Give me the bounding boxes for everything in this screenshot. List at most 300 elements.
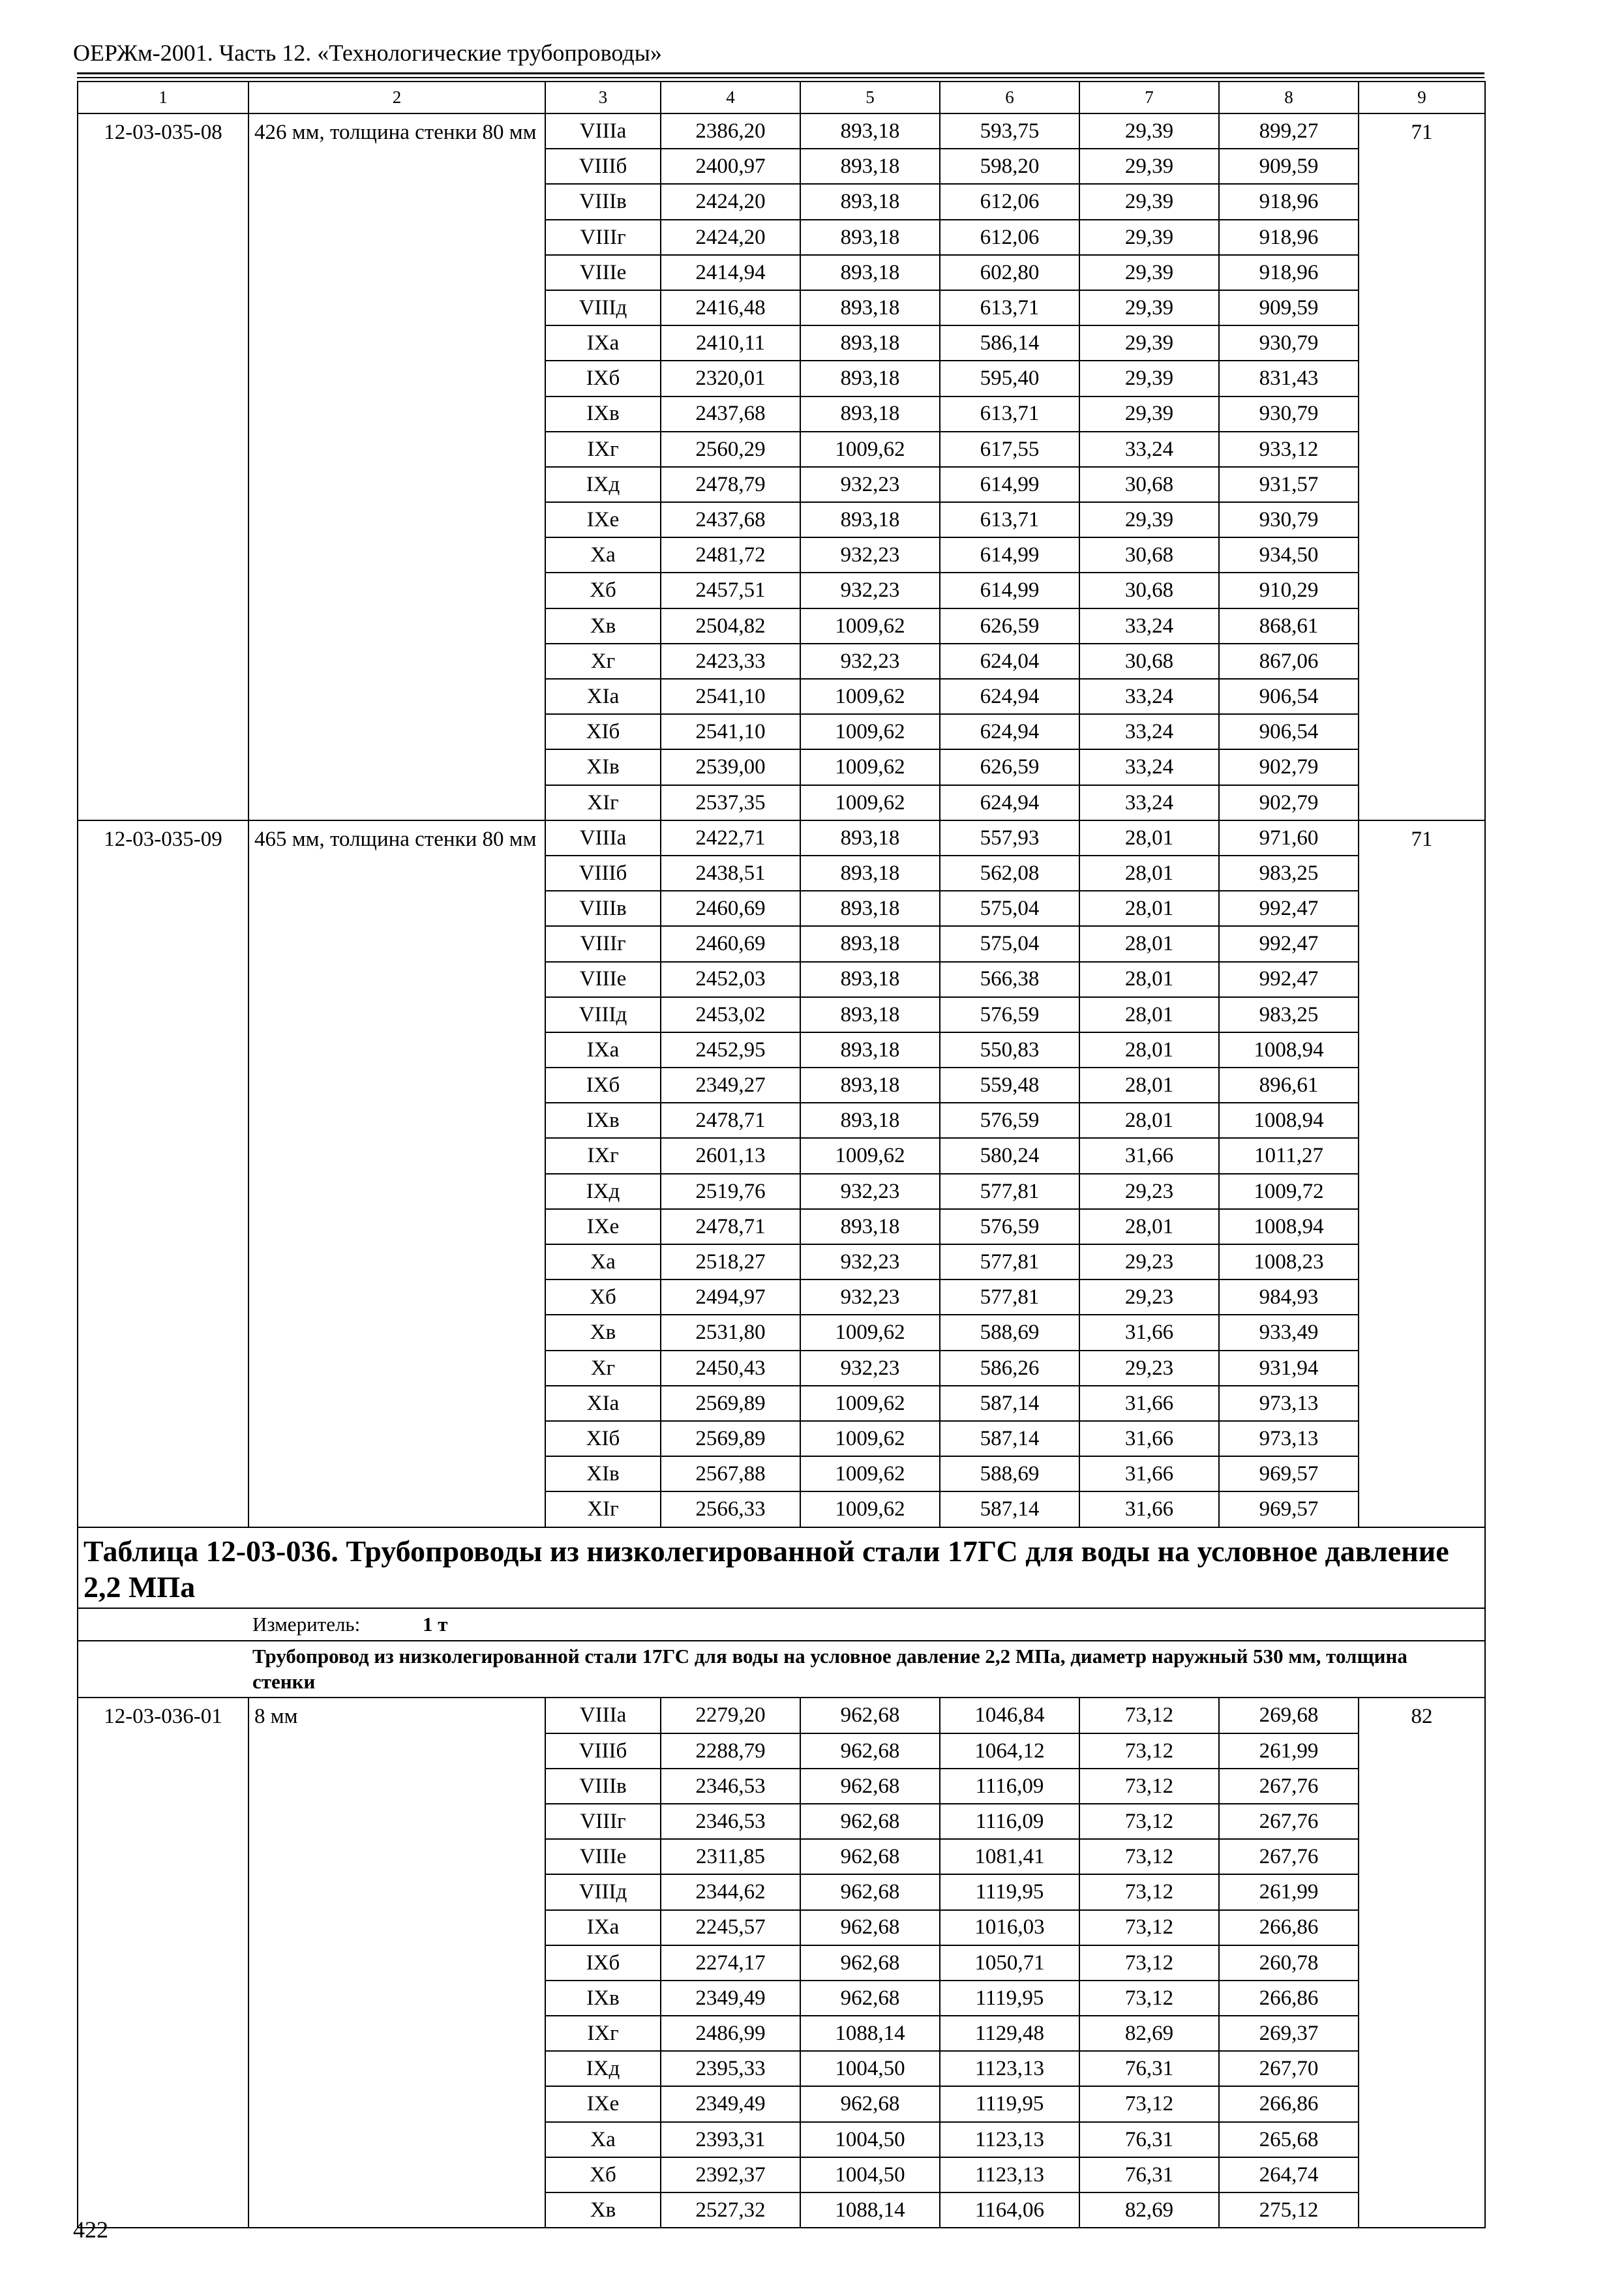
wages-cell: 893,18: [800, 820, 940, 856]
zone-cell: IXг: [545, 2016, 661, 2051]
machines-cell: 614,99: [940, 537, 1079, 573]
machines-cell: 586,14: [940, 325, 1079, 361]
machinist-wages-cell: 29,39: [1079, 255, 1219, 290]
zone-cell: XIв: [545, 1456, 661, 1491]
wages-cell: 893,18: [800, 1209, 940, 1244]
machinist-wages-cell: 73,12: [1079, 1804, 1219, 1839]
total-cost-cell: 2566,33: [661, 1491, 800, 1527]
machinist-wages-cell: 29,23: [1079, 1279, 1219, 1315]
wages-cell: 1009,62: [800, 1491, 940, 1527]
wages-cell: 1009,62: [800, 1456, 940, 1491]
wages-cell: 1009,62: [800, 714, 940, 749]
machines-cell: 602,80: [940, 255, 1079, 290]
wages-cell: 932,23: [800, 1244, 940, 1279]
machines-cell: 559,48: [940, 1068, 1079, 1103]
wages-cell: 893,18: [800, 1103, 940, 1138]
machines-cell: 593,75: [940, 113, 1079, 149]
materials-cell: 266,86: [1219, 1910, 1359, 1945]
zone-cell: VIIIг: [545, 926, 661, 961]
wages-cell: 962,68: [800, 1769, 940, 1804]
machines-cell: 624,94: [940, 785, 1079, 820]
materials-cell: 1008,94: [1219, 1032, 1359, 1068]
machines-cell: 1064,12: [940, 1733, 1079, 1769]
machinist-wages-cell: 33,24: [1079, 432, 1219, 467]
column-number: 6: [940, 82, 1079, 113]
zone-cell: VIIIе: [545, 1839, 661, 1874]
materials-cell: 265,68: [1219, 2122, 1359, 2157]
materials-cell: 275,12: [1219, 2192, 1359, 2228]
machines-cell: 614,99: [940, 573, 1079, 608]
wages-cell: 1004,50: [800, 2051, 940, 2086]
machinist-wages-cell: 29,39: [1079, 184, 1219, 219]
zone-cell: VIIIа: [545, 1698, 661, 1733]
wages-cell: 893,18: [800, 997, 940, 1032]
materials-cell: 909,59: [1219, 149, 1359, 184]
machines-cell: 617,55: [940, 432, 1079, 467]
column-number: 9: [1359, 82, 1485, 113]
materials-cell: 992,47: [1219, 926, 1359, 961]
zone-cell: XIв: [545, 749, 661, 785]
materials-cell: 264,74: [1219, 2157, 1359, 2192]
wages-cell: 932,23: [800, 1279, 940, 1315]
total-cost-cell: 2410,11: [661, 325, 800, 361]
rates-table: [77, 81, 1486, 2228]
rate-code: 12-03-035-09: [78, 820, 248, 1527]
total-cost-cell: 2453,02: [661, 997, 800, 1032]
machinist-wages-cell: 29,23: [1079, 1244, 1219, 1279]
materials-cell: 260,78: [1219, 1945, 1359, 1981]
total-cost-cell: 2519,76: [661, 1174, 800, 1209]
wages-cell: 932,23: [800, 537, 940, 573]
zone-cell: VIIIа: [545, 820, 661, 856]
zone-cell: IXд: [545, 467, 661, 502]
wages-cell: 893,18: [800, 325, 940, 361]
machinist-wages-cell: 29,39: [1079, 325, 1219, 361]
column-number: 7: [1079, 82, 1219, 113]
zone-cell: VIIIг: [545, 1804, 661, 1839]
machines-cell: 613,71: [940, 290, 1079, 325]
wages-cell: 962,68: [800, 2086, 940, 2121]
materials-cell: 984,93: [1219, 1279, 1359, 1315]
machines-cell: 612,06: [940, 220, 1079, 255]
total-cost-cell: 2460,69: [661, 926, 800, 961]
total-cost-cell: 2349,49: [661, 1981, 800, 2016]
wages-cell: 962,68: [800, 1804, 940, 1839]
wages-cell: 893,18: [800, 149, 940, 184]
total-cost-cell: 2460,69: [661, 891, 800, 926]
machines-cell: 576,59: [940, 997, 1079, 1032]
machinist-wages-cell: 73,12: [1079, 1945, 1219, 1981]
wages-cell: 932,23: [800, 573, 940, 608]
wages-cell: 893,18: [800, 962, 940, 997]
materials-cell: 918,96: [1219, 184, 1359, 219]
zone-cell: IXг: [545, 1138, 661, 1173]
machinist-wages-cell: 76,31: [1079, 2157, 1219, 2192]
materials-cell: 909,59: [1219, 290, 1359, 325]
zone-cell: IXе: [545, 502, 661, 537]
materials-cell: 983,25: [1219, 856, 1359, 891]
zone-cell: VIIIд: [545, 290, 661, 325]
rate-description: 8 мм: [248, 1698, 545, 2228]
total-cost-cell: 2569,89: [661, 1421, 800, 1456]
wages-cell: 962,68: [800, 1945, 940, 1981]
machines-cell: 576,59: [940, 1209, 1079, 1244]
zone-cell: Xг: [545, 1351, 661, 1386]
machines-cell: 1081,41: [940, 1839, 1079, 1874]
wages-cell: 1009,62: [800, 432, 940, 467]
total-cost-cell: 2437,68: [661, 502, 800, 537]
wages-cell: 1009,62: [800, 679, 940, 714]
machines-cell: 1123,13: [940, 2157, 1079, 2192]
unit-row: [78, 1608, 1485, 1641]
zone-cell: IXа: [545, 1032, 661, 1068]
wages-cell: 893,18: [800, 113, 940, 149]
machinist-wages-cell: 29,39: [1079, 149, 1219, 184]
wages-cell: 893,18: [800, 926, 940, 961]
zone-cell: Xб: [545, 1279, 661, 1315]
materials-cell: 983,25: [1219, 997, 1359, 1032]
total-cost-cell: 2541,10: [661, 679, 800, 714]
rate-code: 12-03-036-01: [78, 1698, 248, 2228]
machines-cell: 595,40: [940, 361, 1079, 396]
materials-cell: 267,76: [1219, 1839, 1359, 1874]
total-cost-cell: 2393,31: [661, 2122, 800, 2157]
machinist-wages-cell: 73,12: [1079, 1698, 1219, 1733]
table-section-header: [78, 1527, 1485, 1698]
total-cost-cell: 2539,00: [661, 749, 800, 785]
wages-cell: 962,68: [800, 1874, 940, 1909]
materials-cell: 918,96: [1219, 220, 1359, 255]
column-number-row: [78, 82, 1485, 113]
total-cost-cell: 2245,57: [661, 1910, 800, 1945]
zone-cell: IXе: [545, 1209, 661, 1244]
total-cost-cell: 2438,51: [661, 856, 800, 891]
materials-cell: 1008,94: [1219, 1209, 1359, 1244]
machinist-wages-cell: 30,68: [1079, 467, 1219, 502]
materials-cell: 261,99: [1219, 1733, 1359, 1769]
machines-cell: 613,71: [940, 396, 1079, 432]
machinist-wages-cell: 29,39: [1079, 502, 1219, 537]
column-number: 4: [661, 82, 800, 113]
machinist-wages-cell: 29,39: [1079, 220, 1219, 255]
materials-cell: 269,37: [1219, 2016, 1359, 2051]
zone-cell: IXв: [545, 1981, 661, 2016]
materials-cell: 266,86: [1219, 2086, 1359, 2121]
total-cost-cell: 2560,29: [661, 432, 800, 467]
column-number: 2: [248, 82, 545, 113]
unit-label: Измеритель:: [252, 1612, 361, 1636]
zone-cell: Xа: [545, 537, 661, 573]
total-cost-cell: 2452,95: [661, 1032, 800, 1068]
materials-cell: 1011,27: [1219, 1138, 1359, 1173]
wages-cell: 893,18: [800, 361, 940, 396]
total-cost-cell: 2478,71: [661, 1209, 800, 1244]
machines-cell: 1129,48: [940, 2016, 1079, 2051]
wages-cell: 1088,14: [800, 2016, 940, 2051]
zone-cell: XIб: [545, 1421, 661, 1456]
wages-cell: 932,23: [800, 1351, 940, 1386]
wages-cell: 1009,62: [800, 749, 940, 785]
zone-cell: VIIIд: [545, 997, 661, 1032]
zone-cell: XIа: [545, 1386, 661, 1421]
machines-cell: 626,59: [940, 608, 1079, 644]
page-number: 422: [73, 2217, 108, 2243]
machines-cell: 586,26: [940, 1351, 1079, 1386]
column-number: 5: [800, 82, 940, 113]
wages-cell: 893,18: [800, 502, 940, 537]
total-cost-cell: 2400,97: [661, 149, 800, 184]
machinist-wages-cell: 31,66: [1079, 1421, 1219, 1456]
table-body-continued: [78, 82, 1485, 1527]
machinist-wages-cell: 33,24: [1079, 785, 1219, 820]
wages-cell: 1009,62: [800, 608, 940, 644]
wages-cell: 893,18: [800, 891, 940, 926]
machines-cell: 1119,95: [940, 1874, 1079, 1909]
machines-cell: 587,14: [940, 1491, 1079, 1527]
wages-cell: 893,18: [800, 220, 940, 255]
materials-cell: 267,70: [1219, 2051, 1359, 2086]
wages-cell: 893,18: [800, 396, 940, 432]
machinist-wages-cell: 82,69: [1079, 2192, 1219, 2228]
machinist-wages-cell: 28,01: [1079, 891, 1219, 926]
machines-cell: 624,04: [940, 644, 1079, 679]
total-cost-cell: 2416,48: [661, 290, 800, 325]
page-header: ОЕРЖм-2001. Часть 12. «Технологические трубопроводы»: [73, 40, 662, 66]
section-subtitle: Трубопровод из низколегированной стали 17ГС для воды на условное давление 2,2 МПа, диаметр наружный 530 мм, толщина стенки: [78, 1641, 1485, 1698]
total-cost-cell: 2527,32: [661, 2192, 800, 2228]
materials-cell: 1008,94: [1219, 1103, 1359, 1138]
materials-cell: 266,86: [1219, 1981, 1359, 2016]
machinist-wages-cell: 33,24: [1079, 679, 1219, 714]
total-cost-cell: 2518,27: [661, 1244, 800, 1279]
wages-cell: 932,23: [800, 467, 940, 502]
machinist-wages-cell: 28,01: [1079, 997, 1219, 1032]
machinist-wages-cell: 31,66: [1079, 1456, 1219, 1491]
wages-cell: 1004,50: [800, 2122, 940, 2157]
machinist-wages-cell: 28,01: [1079, 1209, 1219, 1244]
total-cost-cell: 2346,53: [661, 1804, 800, 1839]
wages-cell: 1009,62: [800, 785, 940, 820]
labor-cost: 71: [1359, 820, 1485, 1527]
materials-cell: 868,61: [1219, 608, 1359, 644]
column-number: 8: [1219, 82, 1359, 113]
total-cost-cell: 2601,13: [661, 1138, 800, 1173]
header-rule: [77, 77, 1484, 78]
materials-cell: 930,79: [1219, 502, 1359, 537]
zone-cell: IXа: [545, 1910, 661, 1945]
zone-cell: IXб: [545, 1945, 661, 1981]
total-cost-cell: 2504,82: [661, 608, 800, 644]
total-cost-cell: 2424,20: [661, 184, 800, 219]
machinist-wages-cell: 73,12: [1079, 1874, 1219, 1909]
machines-cell: 577,81: [940, 1244, 1079, 1279]
machinist-wages-cell: 76,31: [1079, 2122, 1219, 2157]
zone-cell: IXе: [545, 2086, 661, 2121]
machines-cell: 588,69: [940, 1456, 1079, 1491]
materials-cell: 931,57: [1219, 467, 1359, 502]
zone-cell: IXв: [545, 1103, 661, 1138]
total-cost-cell: 2531,80: [661, 1315, 800, 1350]
zone-cell: VIIIб: [545, 856, 661, 891]
total-cost-cell: 2392,37: [661, 2157, 800, 2192]
zone-cell: IXа: [545, 325, 661, 361]
total-cost-cell: 2569,89: [661, 1386, 800, 1421]
total-cost-cell: 2537,35: [661, 785, 800, 820]
rate-description: 426 мм, толщина стенки 80 мм: [248, 113, 545, 820]
total-cost-cell: 2450,43: [661, 1351, 800, 1386]
machines-cell: 613,71: [940, 502, 1079, 537]
machinist-wages-cell: 28,01: [1079, 1103, 1219, 1138]
machines-cell: 580,24: [940, 1138, 1079, 1173]
wages-cell: 962,68: [800, 1910, 940, 1945]
machinist-wages-cell: 30,68: [1079, 573, 1219, 608]
zone-cell: Xв: [545, 1315, 661, 1350]
wages-cell: 962,68: [800, 1733, 940, 1769]
zone-cell: IXб: [545, 1068, 661, 1103]
total-cost-cell: 2424,20: [661, 220, 800, 255]
zone-cell: IXг: [545, 432, 661, 467]
machinist-wages-cell: 73,12: [1079, 1769, 1219, 1804]
machines-cell: 576,59: [940, 1103, 1079, 1138]
rate-code: 12-03-035-08: [78, 113, 248, 820]
machines-cell: 612,06: [940, 184, 1079, 219]
total-cost-cell: 2457,51: [661, 573, 800, 608]
table-row: [78, 1698, 1485, 1733]
machinist-wages-cell: 73,12: [1079, 1981, 1219, 2016]
materials-cell: 267,76: [1219, 1804, 1359, 1839]
total-cost-cell: 2386,20: [661, 113, 800, 149]
zone-cell: Xа: [545, 2122, 661, 2157]
machines-cell: 577,81: [940, 1279, 1079, 1315]
materials-cell: 1009,72: [1219, 1174, 1359, 1209]
materials-cell: 992,47: [1219, 891, 1359, 926]
machines-cell: 1016,03: [940, 1910, 1079, 1945]
machinist-wages-cell: 29,23: [1079, 1351, 1219, 1386]
header-rule: [77, 72, 1484, 74]
machines-cell: 587,14: [940, 1421, 1079, 1456]
zone-cell: Xб: [545, 2157, 661, 2192]
zone-cell: IXд: [545, 2051, 661, 2086]
materials-cell: 931,94: [1219, 1351, 1359, 1386]
zone-cell: XIг: [545, 785, 661, 820]
materials-cell: 969,57: [1219, 1491, 1359, 1527]
zone-cell: VIIIв: [545, 184, 661, 219]
column-number: 1: [78, 82, 248, 113]
zone-cell: VIIIв: [545, 1769, 661, 1804]
zone-cell: IXб: [545, 361, 661, 396]
total-cost-cell: 2320,01: [661, 361, 800, 396]
machinist-wages-cell: 31,66: [1079, 1386, 1219, 1421]
wages-cell: 962,68: [800, 1981, 940, 2016]
zone-cell: VIIIг: [545, 220, 661, 255]
zone-cell: IXв: [545, 396, 661, 432]
machines-cell: 1046,84: [940, 1698, 1079, 1733]
table-row: [78, 820, 1485, 856]
unit-value: 1 т: [422, 1612, 448, 1636]
total-cost-cell: 2311,85: [661, 1839, 800, 1874]
machines-cell: 562,08: [940, 856, 1079, 891]
total-cost-cell: 2414,94: [661, 255, 800, 290]
machinist-wages-cell: 29,23: [1079, 1174, 1219, 1209]
total-cost-cell: 2486,99: [661, 2016, 800, 2051]
machines-cell: 1123,13: [940, 2122, 1079, 2157]
machines-cell: 577,81: [940, 1174, 1079, 1209]
wages-cell: 893,18: [800, 856, 940, 891]
materials-cell: 910,29: [1219, 573, 1359, 608]
materials-cell: 906,54: [1219, 679, 1359, 714]
machinist-wages-cell: 31,66: [1079, 1491, 1219, 1527]
machines-cell: 614,99: [940, 467, 1079, 502]
total-cost-cell: 2481,72: [661, 537, 800, 573]
total-cost-cell: 2494,97: [661, 1279, 800, 1315]
materials-cell: 1008,23: [1219, 1244, 1359, 1279]
wages-cell: 1009,62: [800, 1138, 940, 1173]
materials-cell: 867,06: [1219, 644, 1359, 679]
zone-cell: XIа: [545, 679, 661, 714]
zone-cell: VIIIб: [545, 149, 661, 184]
machines-cell: 1116,09: [940, 1804, 1079, 1839]
column-number: 3: [545, 82, 661, 113]
total-cost-cell: 2541,10: [661, 714, 800, 749]
machines-cell: 1050,71: [940, 1945, 1079, 1981]
materials-cell: 267,76: [1219, 1769, 1359, 1804]
machinist-wages-cell: 28,01: [1079, 926, 1219, 961]
total-cost-cell: 2395,33: [661, 2051, 800, 2086]
zone-cell: XIг: [545, 1491, 661, 1527]
machinist-wages-cell: 82,69: [1079, 2016, 1219, 2051]
materials-cell: 902,79: [1219, 749, 1359, 785]
zone-cell: VIIIе: [545, 255, 661, 290]
machinist-wages-cell: 73,12: [1079, 2086, 1219, 2121]
machinist-wages-cell: 29,39: [1079, 290, 1219, 325]
materials-cell: 973,13: [1219, 1421, 1359, 1456]
machinist-wages-cell: 29,39: [1079, 113, 1219, 149]
machines-cell: 550,83: [940, 1032, 1079, 1068]
machines-cell: 598,20: [940, 149, 1079, 184]
materials-cell: 906,54: [1219, 714, 1359, 749]
wages-cell: 893,18: [800, 255, 940, 290]
materials-cell: 930,79: [1219, 325, 1359, 361]
wages-cell: 962,68: [800, 1698, 940, 1733]
zone-cell: Xб: [545, 573, 661, 608]
machinist-wages-cell: 30,68: [1079, 644, 1219, 679]
machinist-wages-cell: 73,12: [1079, 1733, 1219, 1769]
zone-cell: Xв: [545, 608, 661, 644]
machinist-wages-cell: 28,01: [1079, 1068, 1219, 1103]
wages-cell: 932,23: [800, 1174, 940, 1209]
zone-cell: VIIIе: [545, 962, 661, 997]
machines-cell: 566,38: [940, 962, 1079, 997]
total-cost-cell: 2423,33: [661, 644, 800, 679]
machinist-wages-cell: 33,24: [1079, 714, 1219, 749]
materials-cell: 930,79: [1219, 396, 1359, 432]
machinist-wages-cell: 28,01: [1079, 962, 1219, 997]
materials-cell: 973,13: [1219, 1386, 1359, 1421]
zone-cell: IXд: [545, 1174, 661, 1209]
table-body-new: [78, 1698, 1485, 2228]
labor-cost: 82: [1359, 1698, 1485, 2228]
wages-cell: 893,18: [800, 1032, 940, 1068]
materials-cell: 899,27: [1219, 113, 1359, 149]
total-cost-cell: 2478,79: [661, 467, 800, 502]
machinist-wages-cell: 29,39: [1079, 396, 1219, 432]
machines-cell: 1123,13: [940, 2051, 1079, 2086]
machines-cell: 557,93: [940, 820, 1079, 856]
wages-cell: 893,18: [800, 1068, 940, 1103]
machinist-wages-cell: 31,66: [1079, 1138, 1219, 1173]
machines-cell: 1164,06: [940, 2192, 1079, 2228]
machinist-wages-cell: 29,39: [1079, 361, 1219, 396]
